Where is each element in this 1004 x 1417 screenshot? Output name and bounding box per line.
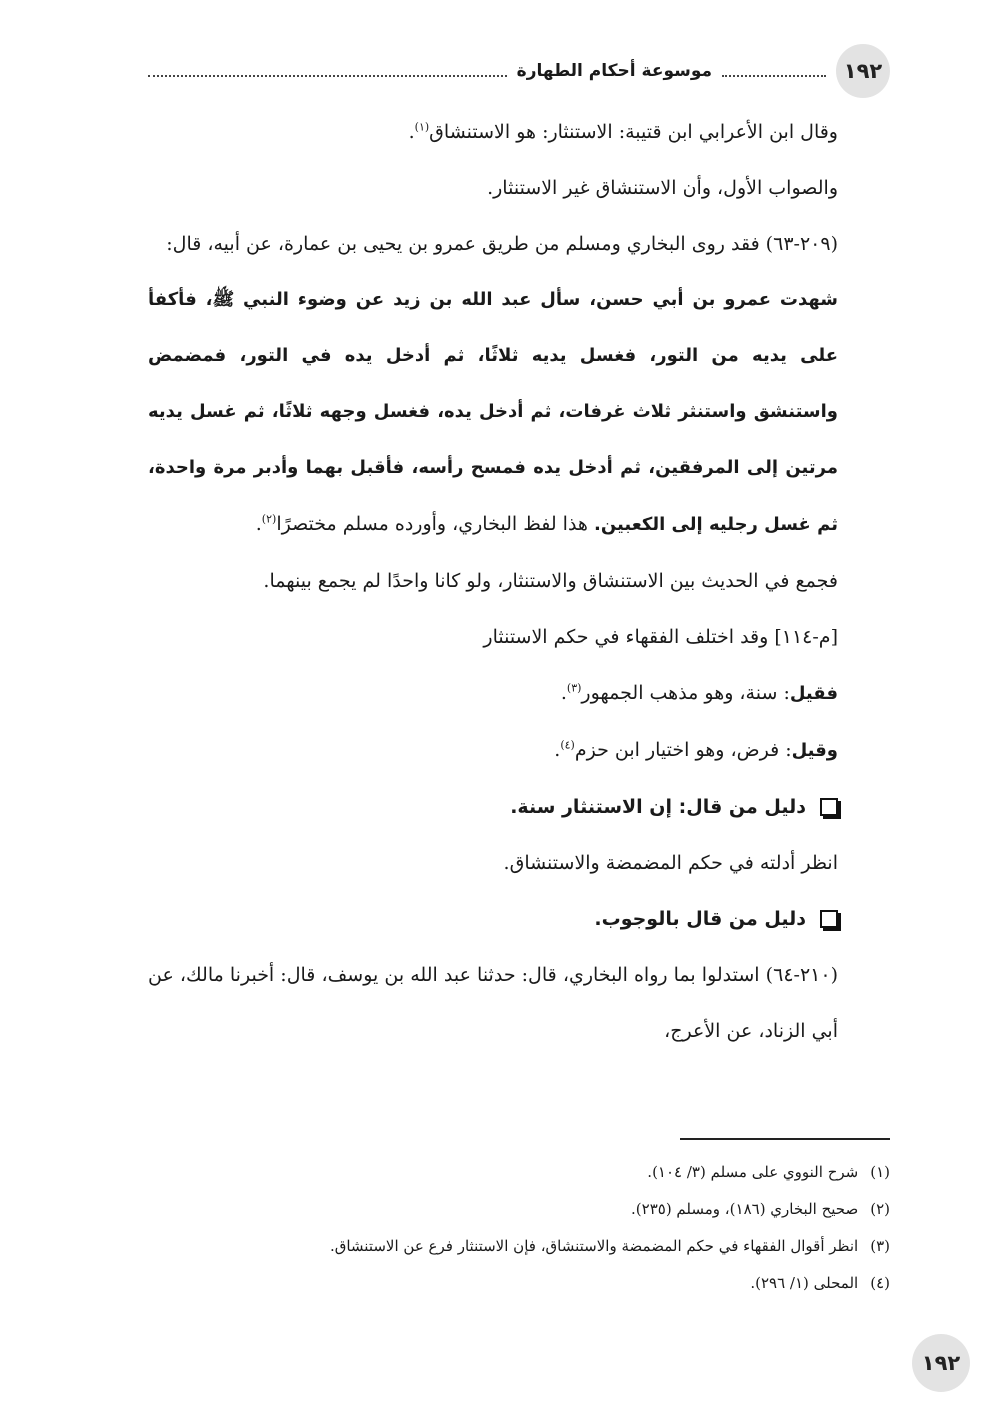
main-text (148, 104, 890, 1059)
footnote-ref-1[interactable]: (١) (414, 120, 430, 134)
paragraph-text: وقال ابن الأعرابي ابن قتيبة: الاستنثار: هو الاستنشاق (429, 121, 838, 143)
footnote-4 (148, 1265, 890, 1302)
opinion-label: وقيل (791, 740, 838, 761)
hadith-end: . (255, 513, 262, 535)
paragraph-correct-view: والصواب الأول، وأن الاستنشاق غير الاستنثار. (487, 177, 838, 199)
hadith-source-note (256, 513, 594, 535)
footnote-ref-3[interactable]: (٣) (566, 681, 582, 695)
hadith-text (148, 272, 890, 553)
footnote-ref-4[interactable]: (٤) (560, 738, 575, 752)
footnote-text: صحيح البخاري (١٨٦)، ومسلم (٢٣٥). (631, 1200, 859, 1218)
hadith-tail-text: هذا لفظ البخاري، وأورده مسلم مختصرًا (276, 513, 594, 535)
footnote-text: المحلى (١/ ٢٩٦). (750, 1274, 859, 1292)
footer-page-number: ١٩٢ (912, 1334, 970, 1392)
paragraph-ibn-qutaybah (148, 104, 890, 160)
paragraph-combined: فجمع في الحديث بين الاستنشاق والاستنثار، ولو كانا واحدًا لم يجمع بينهما. (263, 570, 838, 592)
header-dot-leader-right (722, 75, 826, 77)
footnote-3 (148, 1228, 890, 1265)
opinion-text: : فرض، وهو اختيار ابن حزم (574, 739, 792, 761)
opinion-sunnah (148, 665, 890, 722)
square-bullet-icon (820, 910, 838, 928)
opinion-text: : سنة، وهو مذهب الجمهور (581, 682, 790, 704)
footnote-number: (٢) (870, 1200, 890, 1218)
hadith-main: شهدت عمرو بن أبي حسن، سأل عبد الله بن زيد عن وضوء النبي ﷺ، فأكفأ على يديه من التور، فغسل يديه ثلاثًا، ثم أدخل يده في التور، فمضمض واستنشق واستنثر ثلاث غرفات، ثم أدخل يده، فغسل وجهه ثلاثًا، ثم غسل يديه مرتين إلى المرفقين، ثم أدخل يده فمسح رأسه، فأقبل بهما وأدبر مرة واحدة، ثم غسل رجليه إلى الكعبين. (148, 289, 838, 535)
footnote-separator (680, 1138, 890, 1140)
footnote-number: (٣) (870, 1237, 890, 1255)
footnote-number: (٤) (870, 1274, 890, 1292)
footnote-text: شرح النووي على مسلم (٣/ ١٠٤). (647, 1163, 859, 1181)
footnote-2 (148, 1191, 890, 1228)
footnote-1 (148, 1154, 890, 1191)
footnotes (148, 1154, 890, 1302)
footnote-text: انظر أقوال الفقهاء في حكم المضمضة والاستنشاق، فإن الاستنثار فرع عن الاستنشاق. (329, 1237, 859, 1255)
running-header (148, 44, 890, 96)
paragraph-see-evidence: انظر أدلته في حكم المضمضة والاستنشاق. (503, 852, 838, 874)
opinion-fard (148, 722, 890, 779)
header-title-row (148, 58, 826, 84)
section-heading-text: دليل من قال: إن الاستنثار سنة. (510, 796, 806, 818)
opinion-end: . (554, 739, 561, 761)
section-heading-obligation (148, 891, 890, 947)
opinion-label: فقيل (789, 683, 838, 704)
square-bullet-icon (820, 798, 838, 816)
header-title: موسوعة أحكام الطهارة (516, 61, 712, 81)
opinion-end: . (560, 682, 567, 704)
paragraph-end: . (408, 121, 415, 143)
footnote-number: (١) (870, 1163, 890, 1181)
section-heading-text: دليل من قال بالوجوب. (594, 908, 806, 930)
paragraph-hadith-209-intro: (٢٠٩-٦٣) فقد روى البخاري ومسلم من طريق عمرو بن يحيى بن عمارة، عن أبيه، قال: (166, 233, 838, 255)
header-page-number: ١٩٢ (836, 44, 890, 98)
paragraph-issue-114: [م-١١٤] وقد اختلف الفقهاء في حكم الاستنثار (483, 626, 838, 648)
header-dot-leader-left (148, 75, 507, 77)
footnote-ref-2[interactable]: (٢) (261, 512, 277, 526)
section-heading-sunnah (148, 779, 890, 835)
paragraph-hadith-210-intro: (٢١٠-٦٤) استدلوا بما رواه البخاري، قال: حدثنا عبد الله بن يوسف، قال: أخبرنا مالك، عن أبي الزناد، عن الأعرج، (148, 964, 838, 1042)
